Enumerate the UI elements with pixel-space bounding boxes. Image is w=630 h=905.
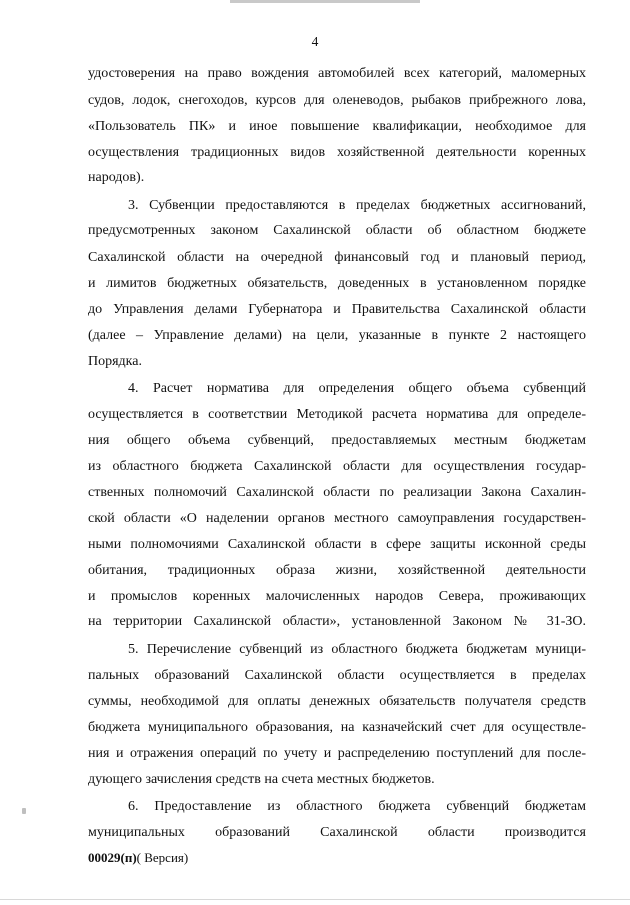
paragraph-line: 6. Предоставление из областного бюджета субвенций бюджетам	[128, 799, 586, 814]
paragraph-line: осуществляется в соответствии Методикой расчета норматива для определе-	[88, 407, 586, 422]
paragraph-line: ния общего объема субвенций, предоставляемых местным бюджетам	[88, 433, 586, 448]
paragraph-line: суммы, необходимой для оплаты денежных обязательств получателя средств	[88, 694, 586, 709]
paragraph-line: до Управления делами Губернатора и Правительства Сахалинской области	[88, 302, 586, 317]
paragraph-line: и лимитов бюджетных обязательств, доведенных в установленном порядке	[88, 276, 586, 291]
paragraph-line: 5. Перечисление субвенций из областного бюджета бюджетам муници-	[128, 642, 586, 657]
paragraph-line: из областного бюджета Сахалинской области для осуществления государ-	[88, 459, 586, 474]
paragraph-line: бюджета муниципального образования, на казначейский счет для осуществле-	[88, 720, 586, 735]
paragraph-line: 3. Субвенции предоставляются в пределах бюджетных ассигнований,	[128, 198, 586, 213]
scan-top-edge	[230, 0, 420, 3]
document-version: ( Версия)	[136, 850, 189, 865]
document-code: 00029(п)	[88, 850, 137, 865]
paragraph-line: предусмотренных законом Сахалинской области об областном бюджете	[88, 223, 586, 238]
paragraph-line: Порядка.	[88, 354, 142, 369]
paragraph-line: дующего зачисления средств на счета местных бюджетов.	[88, 772, 435, 787]
paragraph-line: ния и отражения операций по учету и распределению поступлений для после-	[88, 746, 586, 761]
paragraph-line: народов).	[88, 170, 145, 185]
paragraph-line: пальных образований Сахалинской области осуществляется в пределах	[88, 668, 586, 683]
paragraph-line: 4. Расчет норматива для определения общего объема субвенций	[128, 381, 586, 396]
paragraph-line: «Пользователь ПК» и иное повышение квалификации, необходимое для	[88, 119, 586, 134]
paragraph-line: на территории Сахалинской области», установленной Законом № 31-ЗО.	[88, 614, 586, 629]
paragraph-line: судов, лодок, снегоходов, курсов для оленеводов, рыбаков прибрежного лова,	[88, 93, 586, 108]
paragraph-line: (далее – Управление делами) на цели, указанные в пункте 2 настоящего	[88, 328, 586, 343]
paragraph-line: обитания, традиционных образа жизни, хозяйственной деятельности	[88, 563, 586, 578]
paragraph-line: ской области «О наделении органов местного самоуправления государствен-	[88, 511, 586, 526]
paragraph-line: Сахалинской области на очередной финансовый год и плановый период,	[88, 250, 586, 265]
paragraph-line: осуществления традиционных видов хозяйственной деятельности коренных	[88, 145, 586, 160]
page-number: 4	[311, 34, 319, 49]
document-footer	[88, 850, 188, 866]
paragraph-line: и промыслов коренных малочисленных народов Севера, проживающих	[88, 589, 586, 604]
paragraph-line: муниципальных образований Сахалинской области производится	[88, 825, 586, 840]
paragraph-line: ственных полномочий Сахалинской области по реализации Закона Сахалин-	[88, 485, 586, 500]
paragraph-line: ными полномочиями Сахалинской области в сфере защиты исконной среды	[88, 537, 586, 552]
scan-bottom-edge	[0, 899, 630, 900]
paragraph-line: удостоверения на право вождения автомобилей всех категорий, маломерных	[88, 66, 586, 81]
scan-artifact	[22, 808, 26, 814]
